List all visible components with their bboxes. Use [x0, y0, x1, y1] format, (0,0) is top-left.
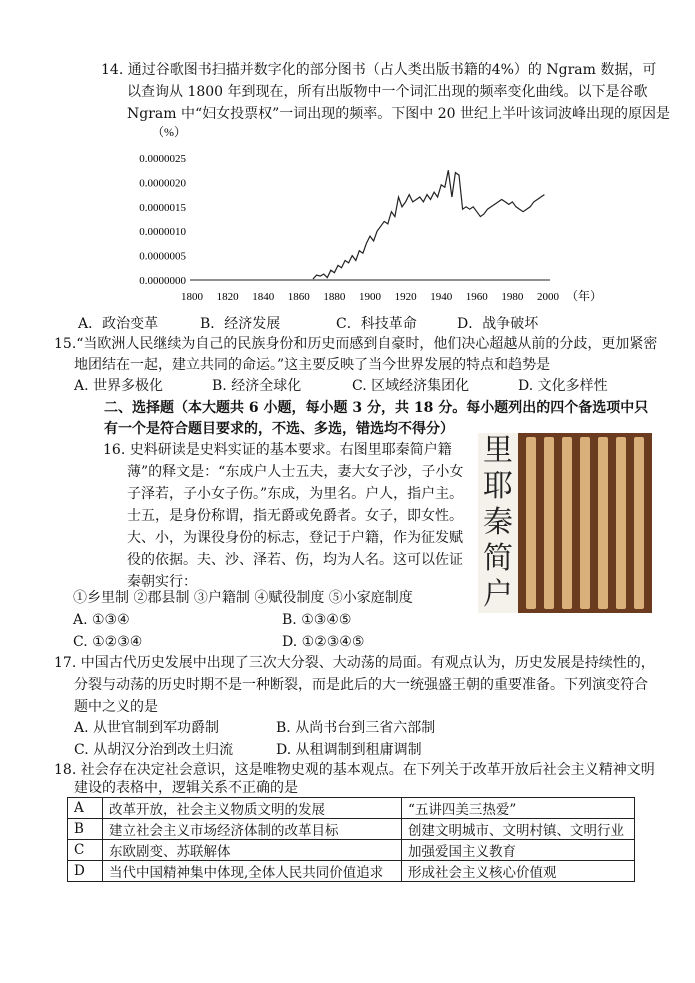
- q17-option-b[interactable]: B. 从尚书台到三省六部制: [276, 720, 436, 736]
- q16-line-2: 薄”的释文是：“东成户人士五夫，妻大女子沙，子小女: [127, 464, 464, 480]
- q16-line-1: 16. 史料研读是史料实证的基本要求。右图里耶秦简户籍: [103, 442, 452, 458]
- row-key: B: [68, 819, 103, 840]
- q18-line-2: 建设的表格中，逻辑关系不正确的是: [74, 780, 298, 796]
- table-row[interactable]: [68, 798, 635, 819]
- x-tick-label: 2000: [537, 291, 559, 303]
- q18-line-1: 18. 社会存在决定社会意识，这是唯物史观的基本观点。在下列关于改革开放后社会主义精神文明: [54, 762, 655, 778]
- section2-line-1: 二、选择题（本大题共 6 小题，每小题 3 分，共 18 分。每小题列出的四个备选项中只: [104, 400, 649, 416]
- q14-option-d[interactable]: D．战争破坏: [457, 316, 539, 332]
- table-row[interactable]: [68, 819, 635, 840]
- q15-line-2: 地团结在一起，建立共同的命运。”这主要反映了当今世界发展的特点和趋势是: [74, 357, 551, 373]
- q14-line-3: Ngram 中“妇女投票权”一词出现的频率。下图中 20 世纪上半叶该词波峰出现的原因是: [127, 106, 671, 122]
- q14-line-1: 14. 通过谷歌图书扫描并数字化的部分图书（占人类出版书籍的4%）的 Ngram 数据，可: [101, 62, 657, 78]
- row-right: 形成社会主义核心价值观: [402, 861, 635, 882]
- q17-option-c[interactable]: C. 从胡汉分治到改土归流: [74, 742, 234, 758]
- row-left: 改革开放，社会主义物质文明的发展: [103, 798, 402, 819]
- ngram-frequency-chart: [120, 122, 640, 310]
- q16-option-a[interactable]: A. ①③④: [73, 612, 130, 628]
- q14-option-c[interactable]: C．科技革命: [336, 316, 417, 332]
- x-tick-label: 1940: [430, 291, 453, 303]
- x-tick-label: 1920: [394, 291, 417, 303]
- x-tick-label: 1900: [359, 291, 381, 303]
- q15-line-1: 15.“当欧洲人民继续为自己的民族身份和历史而感到自豪时，他们决心超越从前的分歧，更加紧密: [54, 336, 658, 352]
- q16-line-6: 役的依据。夫、沙、泽若、伤，均为人名。这可以佐证: [127, 552, 463, 568]
- x-tick-label: 1840: [252, 291, 275, 303]
- row-key: C: [68, 840, 103, 861]
- q16-option-c[interactable]: C. ①②③④: [73, 634, 143, 650]
- row-left: 当代中国精神集中体现,全体人民共同价值追求: [103, 861, 402, 882]
- series-line: [313, 170, 544, 279]
- table-row[interactable]: [68, 861, 635, 882]
- q16-line-4: 士五，是身份称谓，指无爵或免爵者。女子，即女性。: [127, 508, 463, 524]
- x-tick-label: 1860: [287, 291, 310, 303]
- q17-line-3: 题中之义的是: [74, 699, 158, 715]
- q15-option-d[interactable]: D. 文化多样性: [518, 378, 608, 394]
- x-tick-label: 1800: [181, 291, 203, 303]
- y-tick-label: 0.0000015: [139, 201, 186, 214]
- q18-options-table: [67, 797, 635, 882]
- row-left: 东欧剧变、苏联解体: [103, 840, 402, 861]
- y-tick-label: 0.0000000: [139, 275, 186, 287]
- q15-option-c[interactable]: C. 区域经济集团化: [352, 378, 470, 394]
- q16-line-3: 子泽若，子小女子伤。”东成，为里名。户人，指户主。: [127, 486, 464, 502]
- q15-option-b[interactable]: B. 经济全球化: [212, 378, 302, 394]
- q14-line-2: 以查询从 1800 年到现在，所有出版物中一个词汇出现的频率变化曲线。以下是谷歌: [127, 84, 648, 100]
- row-right: “五讲四美三热爱”: [402, 798, 635, 819]
- q14-option-b[interactable]: B．经济发展: [200, 316, 281, 332]
- q17-line-2: 分裂与动荡的历史时期不是一种断裂，而是此后的大一统强盛王朝的重要准备。下列演变符合: [74, 677, 648, 693]
- q16-items: ①乡里制 ②郡县制 ③户籍制 ④赋役制度 ⑤小家庭制度: [73, 590, 413, 606]
- q17-line-1: 17. 中国古代历史发展中出现了三次大分裂、大动荡的局面。有观点认为，历史发展是持续性的，: [54, 655, 655, 671]
- liye-bamboo-slips-image: [478, 433, 652, 613]
- chart-xlabel: （年）: [566, 289, 603, 303]
- row-right: 加强爱国主义教育: [402, 840, 635, 861]
- q17-option-d[interactable]: D. 从租调制到租庸调制: [276, 742, 422, 758]
- y-tick-label: 0.0000010: [139, 226, 186, 239]
- q14-option-a[interactable]: A．政治变革: [78, 316, 159, 332]
- chart-ylabel: （%）: [152, 125, 186, 139]
- y-tick-label: 0.0000005: [139, 250, 186, 263]
- q15-option-a[interactable]: A. 世界多极化: [74, 378, 164, 394]
- row-key: A: [68, 798, 103, 819]
- x-tick-label: 1980: [501, 291, 524, 303]
- q16-option-d[interactable]: D. ①②③④⑤: [282, 634, 365, 650]
- y-tick-label: 0.0000020: [139, 177, 186, 190]
- row-right: 创建文明城市、文明村镇、文明行业: [402, 819, 635, 840]
- q16-line-5: 大、小，为课役身份的标志，登记于户籍，作为征发赋: [127, 530, 463, 546]
- section2-line-2: 有一个是符合题目要求的，不选、多选，错选均不得分）: [104, 421, 454, 437]
- q17-option-a[interactable]: A. 从世官制到军功爵制: [74, 720, 220, 736]
- row-left: 建立社会主义市场经济体制的改革目标: [103, 819, 402, 840]
- row-key: D: [68, 861, 103, 882]
- x-tick-label: 1960: [465, 291, 488, 303]
- image-title: 里耶秦简户: [478, 433, 518, 613]
- x-tick-label: 1820: [216, 291, 239, 303]
- y-tick-label: 0.0000025: [139, 153, 186, 165]
- x-tick-label: 1880: [323, 291, 346, 303]
- q16-line-7: 秦朝实行：: [127, 574, 197, 590]
- table-row[interactable]: [68, 840, 635, 861]
- q16-option-b[interactable]: B. ①③④⑤: [282, 612, 352, 628]
